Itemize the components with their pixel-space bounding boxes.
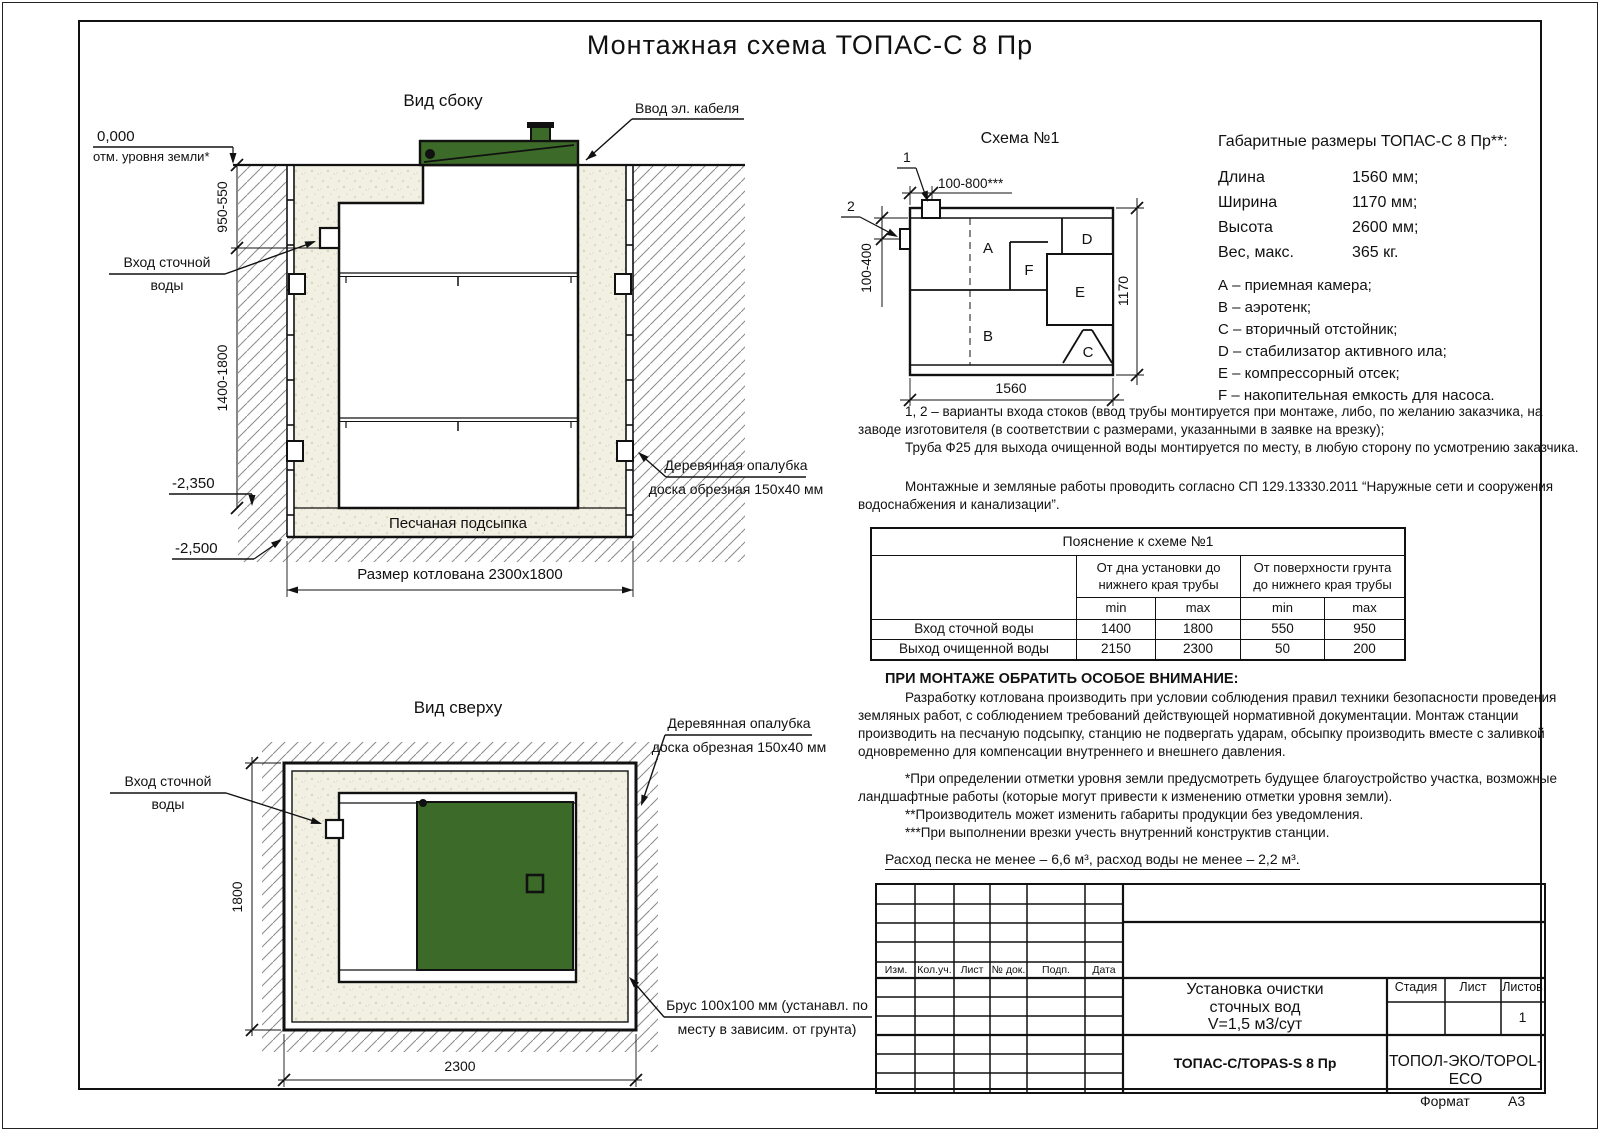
schema-1: [841, 130, 1144, 406]
row-value: 1800: [1156, 620, 1241, 640]
mark-2500-label: -2,500: [175, 540, 218, 557]
inlet-label-1: Вход сточной: [123, 254, 211, 270]
ground-hatch-left: [238, 166, 287, 562]
tank-lid: [420, 122, 578, 165]
tb-header-ndok: № док.: [991, 964, 1026, 976]
row-label: Вход сточной воды: [871, 620, 1077, 640]
schema-title: Схема №1: [980, 130, 1060, 147]
row-value: 2150: [1077, 640, 1156, 661]
formwork-right: [626, 165, 633, 537]
legend-item: F – накопительная емкость для насоса.: [1218, 387, 1495, 404]
note-line: 1, 2 – варианты входа стоков (ввод трубы монтируется при монтаже, либо, по желанию заказчика, на: [905, 404, 1543, 419]
dim-100-800: 100-800***: [938, 176, 1004, 191]
row-value: 50: [1241, 640, 1325, 661]
side-view-title: Вид сбоку: [403, 91, 483, 110]
format-value: А3: [1508, 1093, 1526, 1109]
consumption-text: Расход песка не менее – 6,6 м³, расход воды не менее – 2,2 м³.: [885, 851, 1300, 870]
spec-label: Длина: [1218, 168, 1265, 186]
side-view: [93, 91, 823, 597]
legend-item: С – вторичный отстойник;: [1218, 321, 1398, 338]
cable-callout: [584, 100, 744, 163]
model-name: ТОПАС-С/TOPAS-S 8 Пр: [1173, 1055, 1337, 1071]
dim-950-550: 950-550: [214, 181, 230, 233]
row-value: 200: [1325, 640, 1406, 661]
table-group-2: [1241, 556, 1406, 598]
station-lid-top: [417, 802, 573, 970]
mark-2350-label: -2,350: [172, 475, 215, 492]
specs-heading: Габаритные размеры ТОПАС-С 8 Пр**:: [1218, 133, 1508, 150]
tb-header-list: Лист: [960, 964, 984, 976]
note-line: водоснабжения и канализации”.: [858, 497, 1060, 512]
max-header: max: [1325, 598, 1406, 620]
legend-item: А – приемная камера;: [1218, 277, 1372, 294]
consumption-note: [885, 851, 1300, 867]
inlet-pipe-top: [326, 820, 343, 838]
schema-pipe-1: [922, 200, 940, 218]
legend-item: В – аэротенк;: [1218, 299, 1312, 316]
ground-note-label: отм. уровня земли*: [93, 149, 210, 164]
row-value: 2300: [1156, 640, 1241, 661]
dim-2300-label: 2300: [444, 1058, 476, 1074]
formwork-label-2: доска обрезная 150х40 мм: [651, 739, 827, 755]
spec-value: 1170 мм;: [1352, 193, 1418, 211]
formwork-label-1: Деревянная опалубка: [667, 715, 811, 731]
spec-row: [1218, 190, 1548, 215]
top-view-title: Вид сверху: [413, 698, 503, 717]
compartment-b: B: [982, 328, 994, 345]
row-value: 1400: [1077, 620, 1156, 640]
group-1-line-1: От дна установки до: [1096, 560, 1221, 576]
stage-header: Стадия: [1394, 980, 1438, 994]
dim-1800-label: 1800: [229, 881, 245, 913]
formwork-label-1: Деревянная опалубка: [664, 457, 808, 473]
attention-line: производить на песчаную подсыпку, станцию не подвергать ударам, обсыпку производить вместе с заливкой: [858, 726, 1545, 741]
row-value: 950: [1325, 620, 1406, 640]
min-header: min: [1077, 598, 1156, 620]
tank-body: [339, 165, 578, 508]
beam-label-2: месту в зависим. от грунта): [677, 1021, 857, 1037]
tb-header-podp: Подп.: [1042, 964, 1070, 976]
attention-line: земляных работ, с соблюдением требований действующей нормативной документации. Монтаж станции: [858, 708, 1519, 723]
schema-dim-left: [859, 206, 908, 307]
compartment-a: A: [982, 240, 994, 257]
spec-row: [1218, 165, 1548, 190]
dim-100-400: 100-400: [859, 243, 874, 293]
page-title: Монтажная схема ТОПАС-С 8 Пр: [586, 30, 1034, 60]
compartment-c: C: [1082, 344, 1094, 361]
inlet-label-2: воды: [151, 796, 185, 812]
inlet-label-2: воды: [150, 277, 184, 293]
formwork-left: [287, 165, 294, 537]
dimensions-block: [1218, 133, 1548, 409]
attention-heading: ПРИ МОНТАЖЕ ОБРАТИТЬ ОСОБОЕ ВНИМАНИЕ:: [885, 671, 1239, 687]
max-header: max: [1156, 598, 1241, 620]
doc-title-line-2: сточных вод: [1209, 998, 1301, 1016]
schema-pipe-2: [900, 229, 910, 249]
dim-1560: 1560: [995, 380, 1027, 396]
row-value: 550: [1241, 620, 1325, 640]
company-name: ТОПОЛ-ЭКО/TOPOL-ECO: [1389, 1053, 1542, 1088]
sand-label: Песчаная подсыпка: [388, 515, 528, 532]
note-line: Труба Ф25 для выхода очищенной воды монтируется по месту, в любую сторону по усмотрению заказчика.: [905, 440, 1579, 455]
document-title: [1123, 981, 1387, 1034]
schema-dim-right: [1115, 198, 1144, 385]
compartment-d: D: [1081, 231, 1093, 248]
dim-1170: 1170: [1115, 275, 1131, 307]
spec-row: [1218, 215, 1548, 240]
tb-header-data: Дата: [1092, 964, 1116, 976]
zero-level-mark: [93, 128, 237, 164]
formwork-callout-top: [638, 715, 827, 807]
title-block: [875, 883, 1546, 1094]
inlet-label-1: Вход сточной: [124, 773, 212, 789]
table-group-1: [1077, 556, 1241, 598]
zero-mark-label: 0,000: [97, 128, 135, 145]
spec-label: Ширина: [1218, 193, 1278, 211]
ground-hatch-bottom: [287, 538, 633, 562]
schema-callout-1: [897, 149, 931, 203]
doc-title-line-3: V=1,5 м3/сут: [1207, 1016, 1303, 1033]
callout-1-label: 1: [903, 149, 911, 165]
compartment-e: E: [1074, 284, 1086, 301]
top-view: [110, 698, 872, 1087]
ground-hatch-right: [633, 166, 745, 562]
compartment-f: F: [1024, 262, 1034, 279]
group-1-line-2: нижнего края трубы: [1098, 576, 1219, 592]
spec-label: Высота: [1218, 218, 1273, 236]
doc-title-line-1: Установка очистки: [1186, 981, 1324, 998]
spec-value: 365 кг.: [1352, 243, 1399, 261]
table-corner-cell: [871, 556, 1077, 620]
inlet-pipe: [320, 228, 339, 248]
callout-2-label: 2: [847, 198, 855, 214]
schema-dim-top: [902, 176, 1012, 205]
table-row: [871, 640, 1405, 661]
spec-value: 2600 мм;: [1352, 218, 1419, 236]
note-line: заводе изготовителя (в соответствии с размерами, указанными в заявке на врезку);: [858, 422, 1385, 437]
dim-1400-1800: 1400-1800: [214, 344, 230, 412]
tb-header-izm: Изм.: [884, 964, 908, 976]
spec-value: 1560 мм;: [1352, 168, 1419, 186]
schema-callout-2: [841, 198, 900, 240]
sheets-value: 1: [1518, 1009, 1527, 1025]
group-2-line-1: От поверхности грунта: [1253, 560, 1392, 576]
compartment-legend: [1218, 277, 1548, 409]
legend-item: Е – компрессорный отсек;: [1218, 365, 1400, 382]
footnote-line: ***При выполнении врезки учесть внутренний конструктив станции.: [905, 825, 1330, 840]
table-title: Пояснение к схеме №1: [871, 528, 1405, 556]
attention-line: Разработку котлована производить при условии соблюдения правил техники безопасности проведения: [905, 690, 1557, 705]
schema-dim-bottom: [900, 378, 1124, 406]
footnote-line: ландшафтные работы (которые могут привести к изменению отметки уровня земли).: [858, 789, 1393, 804]
note-line: Монтажные и земляные работы проводить согласно СП 129.13330.2011 “Наружные сети и сооружения: [905, 479, 1554, 494]
group-2-line-2: до нижнего края трубы: [1253, 576, 1392, 592]
vent-cap: [531, 127, 550, 141]
beam-callout: [626, 975, 872, 1037]
row-label: Выход очищенной воды: [871, 640, 1077, 661]
beam-label-1: Брус 100х100 мм (устанавл. по: [666, 997, 868, 1013]
legend-item: D – стабилизатор активного ила;: [1218, 343, 1447, 360]
spec-label: Вес, макс.: [1218, 243, 1294, 261]
formwork-label-2: доска обрезная 150х40 мм: [648, 481, 824, 497]
table-row: [871, 620, 1405, 640]
sheets-header: Листов: [1502, 980, 1543, 994]
footnote-line: *При определении отметки уровня земли предусмотреть будущее благоустройство участка, возможные: [905, 771, 1558, 786]
spec-row: [1218, 240, 1548, 265]
format-label: Формат: [1420, 1093, 1470, 1109]
cable-label: Ввод эл. кабеля: [635, 100, 740, 116]
attention-line: одновременно для компенсации внутреннего и внешнего давления.: [858, 744, 1286, 759]
tb-header-koluch: Кол.уч.: [917, 964, 952, 976]
min-header: min: [1241, 598, 1325, 620]
sheet-header: Лист: [1459, 980, 1487, 994]
explanation-table: [870, 527, 1406, 661]
footnote-line: **Производитель может изменить габариты продукции без уведомления.: [905, 807, 1364, 822]
pit-dim-label: Размер котлована 2300х1800: [357, 566, 563, 583]
